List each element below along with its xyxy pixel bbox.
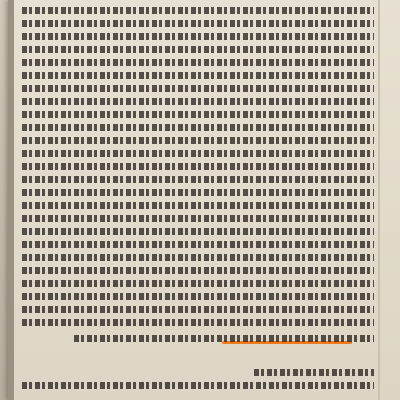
text-line-texture bbox=[22, 46, 374, 53]
text-line-texture bbox=[22, 59, 374, 66]
book-page bbox=[8, 0, 400, 400]
text-line-texture bbox=[22, 163, 374, 170]
text-line-texture bbox=[22, 280, 374, 287]
text-line-texture bbox=[22, 293, 374, 300]
text-line-texture bbox=[22, 111, 374, 118]
text-line-texture bbox=[22, 319, 374, 326]
text-line-texture bbox=[22, 72, 374, 79]
text-line-texture bbox=[22, 150, 374, 157]
text-line-texture bbox=[22, 33, 374, 40]
text-block bbox=[22, 0, 374, 400]
text-line-texture bbox=[22, 254, 374, 261]
text-line-texture bbox=[22, 20, 374, 27]
text-line-texture bbox=[22, 189, 374, 196]
text-line-texture bbox=[22, 176, 374, 183]
text-line-texture bbox=[74, 335, 374, 342]
text-line-texture bbox=[22, 306, 374, 313]
text-line-texture bbox=[22, 215, 374, 222]
text-line-texture bbox=[22, 267, 374, 274]
text-line-texture bbox=[22, 202, 374, 209]
text-line-texture bbox=[22, 85, 374, 92]
page-margin-rule bbox=[378, 0, 380, 400]
text-line-texture bbox=[22, 98, 374, 105]
text-line-texture bbox=[22, 228, 374, 235]
text-line-texture bbox=[22, 7, 374, 14]
page-edge bbox=[8, 0, 14, 400]
text-line-texture bbox=[22, 124, 374, 131]
text-line-texture bbox=[254, 369, 374, 376]
text-line-texture bbox=[22, 137, 374, 144]
text-line-texture bbox=[22, 382, 374, 389]
text-line-texture bbox=[22, 241, 374, 248]
